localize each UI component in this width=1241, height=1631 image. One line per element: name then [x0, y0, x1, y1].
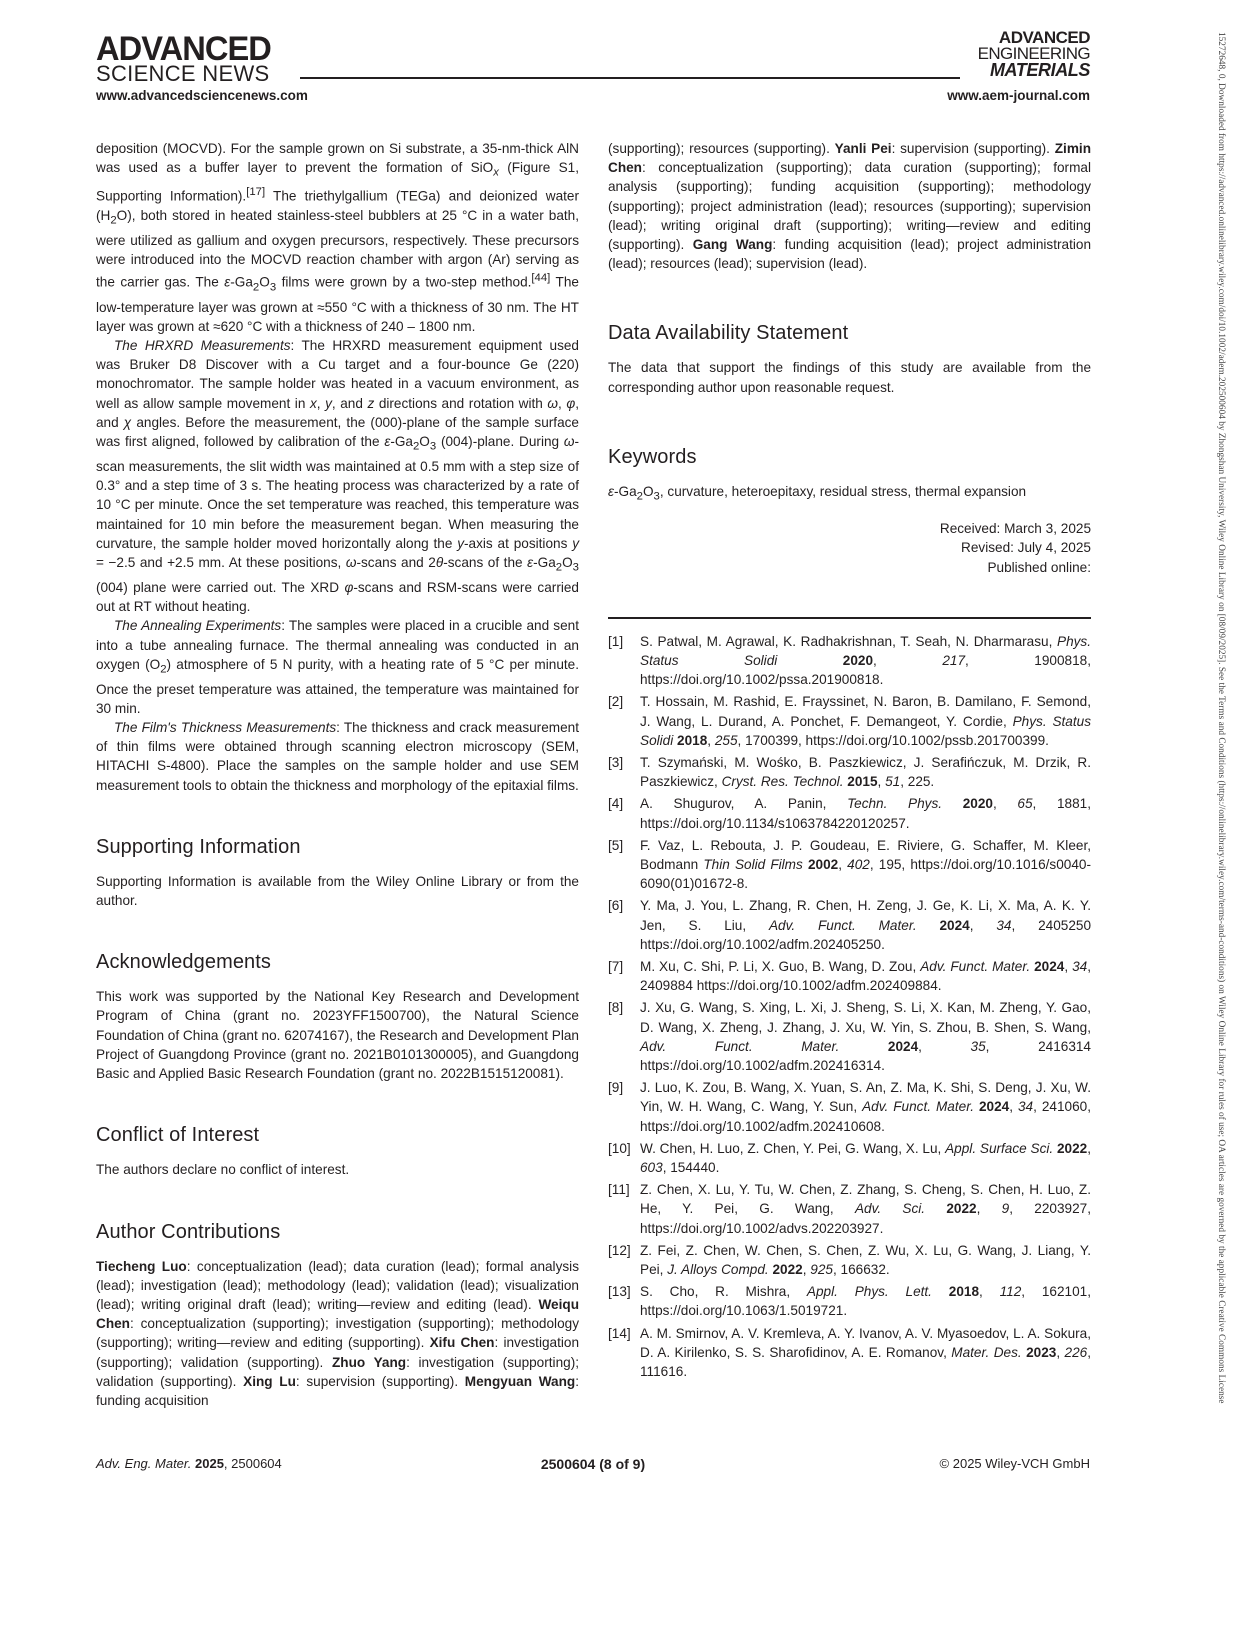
contribution-roles: : conceptualization (supporting); data curation (supporting); formal analysis (supporting); funding acquisition (supporting); methodology (supporting); project administration (lead); resources (supporting); supervision (lead); writing original draft (supporting); writing—review and editing (supporting). [608, 160, 1091, 253]
reference-item [608, 957, 1091, 995]
author-name: Tiecheng Luo [96, 1258, 187, 1274]
contribution-roles: (supporting); resources (supporting). [608, 141, 835, 156]
annealing-text: : The samples were placed in a crucible and sent into a tube annealing furnace. The thermal annealing was conducted in an oxygen $(O_2)$ atmosphere of 5 N purity, with a heating rate of 5 °C per minute. Once the preset temperature was attained, the temperature was maintained for 30 min. [96, 618, 580, 716]
reference-item [608, 1078, 1091, 1136]
published-online-date: Published online: [987, 559, 1091, 575]
author-name: Xifu Chen [429, 1335, 495, 1351]
heading-keywords: Keywords [608, 445, 697, 468]
keywords-text: $\varepsilon-Ga_2O_3$, curvature, heteroepitaxy, residual stress, thermal expansion [608, 483, 1027, 503]
side-note-text: 15272648, 0, Downloaded from https://advanced.onlinelibrary.wiley.com/doi/10.1002/adem.202500604 by Zhongshan University, Wiley Online Library on [08/09/2025]. See the Terms and Conditions (https://onlinelibrary.wiley.com/terms-and-conditions) on Wiley Online Library for rules of use; OA articles are governed by the applicable Creative Commons License [1216, 32, 1226, 1404]
heading-author-contributions: Author Contributions [96, 1220, 281, 1243]
reference-number: [4] [608, 796, 624, 812]
author-contributions-text [96, 1257, 579, 1411]
reference-number: [8] [608, 1000, 624, 1016]
contribution-roles: : investigation (supporting); validation (supporting). [96, 1354, 579, 1389]
page-header [0, 0, 1241, 120]
reference-list [608, 632, 1091, 1382]
reference-number: [5] [608, 837, 624, 853]
logo-right-line1: ADVANCED [998, 28, 1090, 47]
annealing-subhead: The Annealing Experiments [114, 618, 282, 634]
contribution-roles: : investigation (supporting); validation (supporting). [96, 1335, 580, 1370]
supporting-information-text: Supporting Information is available from the Wiley Online Library or from the author. [96, 873, 579, 909]
reference-text[interactable]: Y. Ma, J. You, L. Zhang, R. Chen, H. Zeng, J. Ge, K. Li, X. Ma, A. K. Y. Jen, S. Liu, Adv. Funct. Mater. 2024, 34, 2405250 https://doi.org/10.1002/adfm.202405250. [640, 898, 1092, 952]
author-name: Xing Lu [243, 1373, 296, 1389]
contribution-roles: : conceptualization (lead); data curation (lead); formal analysis (lead); investigation (lead); methodology (lead); validation (lead); visualization (lead); writing original draft (lead); writing—review and editing (lead). [96, 1258, 579, 1312]
reference-number: [1] [608, 633, 624, 649]
heading-data-availability: Data Availability Statement [608, 322, 849, 345]
reference-number: [2] [608, 694, 624, 710]
reference-item [608, 836, 1091, 894]
reference-number: [9] [608, 1080, 624, 1096]
data-availability-text: The data that support the findings of this study are available from the corresponding author upon reasonable request. [608, 360, 1091, 395]
reference-number: [11] [608, 1182, 630, 1198]
reference-item [608, 1282, 1091, 1320]
footer-copyright: © 2025 Wiley-VCH GmbH [939, 1456, 1090, 1471]
author-contributions-continued [608, 139, 1091, 273]
thickness-subhead: The Film's Thickness Measurements [114, 720, 337, 736]
reference-number: [6] [608, 898, 624, 914]
logo-right-line2: ENGINEERING [977, 44, 1090, 63]
reference-text[interactable]: W. Chen, H. Luo, Z. Chen, Y. Pei, G. Wang, X. Lu, Appl. Surface Sci. 2022, 603, 154440. [640, 1140, 1092, 1176]
reference-item [608, 794, 1091, 832]
hrxrd-subhead: The HRXRD Measurements [114, 338, 291, 354]
contribution-roles: : conceptualization (supporting); investigation (supporting); methodology (supporting); writing—review and editing (supporting). [96, 1316, 579, 1351]
download-side-note [1212, 32, 1226, 1592]
contribution-roles: : supervision (supporting). [891, 141, 1055, 156]
author-name: Zhuo Yang [331, 1354, 407, 1370]
logo-left-line2: SCIENCE NEWS [96, 61, 270, 86]
right-column [608, 139, 1091, 1384]
reference-item [608, 692, 1091, 750]
reference-text[interactable]: A. Shugurov, A. Panin, Techn. Phys. 2020, 65, 1881, https://doi.org/10.1134/s1063784220120257. [640, 796, 1091, 831]
acknowledgements-text: This work was supported by the National Key Research and Development Program of China (grant no. 2023YFF1500700), the Natural Science Foundation of China (grant no. 62074167), the Research and Development Plan Project of Guangdong Province (grant no. 2021B0101300005), and Guangdong Basic and Applied Basic Research Foundation (grant no. 2022B1515120081). [96, 989, 579, 1082]
logo-left-line1: ADVANCED [96, 30, 271, 68]
logo-right-line3: MATERIALS [989, 60, 1090, 80]
contribution-roles: : funding acquisition (lead); project administration (lead); resources (lead); supervision (lead). [608, 237, 1092, 272]
reference-text[interactable]: S. Cho, R. Mishra, Appl. Phys. Lett. 2018, 112, 162101, https://doi.org/10.1063/1.5019721. [640, 1284, 1091, 1319]
reference-text[interactable]: Z. Chen, X. Lu, Y. Tu, W. Chen, Z. Zhang, S. Cheng, S. Chen, H. Luo, Z. He, Y. Pei, G. Wang, Adv. Sci. 2022, 9, 2203927, https://doi.org/10.1002/advs.202203927. [640, 1182, 1091, 1236]
reference-item [608, 1241, 1091, 1279]
reference-text[interactable]: S. Patwal, M. Agrawal, K. Radhakrishnan, T. Seah, N. Dharmarasu, Phys. Status Solidi 2020, 217, 1900818, https://doi.org/10.1002/pssa.201900818. [640, 633, 1091, 688]
author-name: Zimin Chen [608, 141, 1091, 176]
header-divider [300, 77, 960, 79]
author-name: Yanli Pei [834, 141, 892, 156]
methods-paragraph-hrxrd [96, 336, 579, 616]
reference-text[interactable]: A. M. Smirnov, A. V. Kremleva, A. Y. Ivanov, A. V. Myasoedov, L. A. Sokura, D. A. Kirilenko, S. S. Sharofidinov, A. E. Romanov, Mater. Des. 2023, 226, 111616. [640, 1325, 1091, 1380]
journal-url-link[interactable]: www.aem-journal.com [947, 88, 1090, 103]
reference-text[interactable]: T. Hossain, M. Rashid, E. Frayssinet, N. Baron, B. Damilano, F. Semond, J. Wang, L. Durand, A. Ponchet, F. Demangeot, Y. Cordie, Phys. Status Solidi 2018, 255, 1700399, https://doi.org/10.1002/pssb.201700399. [640, 694, 1091, 748]
advanced-engineering-materials-logo[interactable] [963, 30, 1090, 79]
heading-conflict-of-interest: Conflict of Interest [96, 1124, 260, 1147]
conflict-text: The authors declare no conflict of interest. [96, 1162, 350, 1178]
reference-item [608, 1180, 1091, 1238]
reference-number: [10] [608, 1140, 631, 1156]
methods-paragraph-mocvd: deposition (MOCVD). For the sample grown on Si substrate, a 35-nm-thick AlN was used as a buffer layer to prevent the formation of SiO$_x$ (Figure S1, Supporting Information).[17] The triethylgallium (TEGa) and deionized water $(H_2O)$, both stored in heated stainless-steel bubblers at 25 °C in a water bath, were utilized as gallium and oxygen precursors, respectively. These precursors were introduced into the MOCVD reaction chamber with argon (Ar) serving as the carrier gas. The $\varepsilon-Ga_2O_3$ films were grown by a two-step method.[44] The low-temperature layer was grown at ≈550 °C with a thickness of 30 nm. The HT layer was grown at ≈620 °C with a thickness of 240 – 1800 nm. [96, 141, 579, 334]
reference-number: [3] [608, 754, 624, 770]
reference-item [608, 1139, 1091, 1177]
heading-supporting-information: Supporting Information [96, 835, 301, 858]
reference-number: [13] [608, 1284, 631, 1300]
reference-number: [12] [608, 1242, 631, 1258]
advanced-science-news-logo[interactable] [96, 30, 278, 86]
contribution-roles: : funding acquisition [96, 1373, 579, 1408]
reference-text[interactable]: J. Xu, G. Wang, S. Xing, L. Xi, J. Sheng, S. Li, X. Kan, M. Zheng, Y. Gao, D. Wang, X. Zheng, J. Zhang, J. Xu, W. Yin, S. Zhou, B. Shen, S. Wang, Adv. Funct. Mater. 2024, 35, 2416314 https://doi.org/10.1002/adfm.202416314. [640, 1000, 1091, 1074]
reference-number: [14] [608, 1325, 631, 1341]
methods-paragraph-thickness [96, 718, 579, 795]
footer-citation: Adv. Eng. Mater. 2025, 2500604 [96, 1456, 282, 1471]
page-number: 2500604 (8 of 9) [540, 1456, 646, 1472]
reference-item [608, 1324, 1091, 1382]
reference-item [608, 998, 1091, 1075]
reference-item [608, 632, 1091, 690]
received-date: Received: March 3, 2025 [939, 520, 1091, 536]
reference-text[interactable]: M. Xu, C. Shi, P. Li, X. Guo, B. Wang, D. Zou, Adv. Funct. Mater. 2024, 34, 2409884 https://doi.org/10.1002/adfm.202409884. [640, 959, 1091, 994]
reference-item [608, 896, 1091, 954]
reference-text[interactable]: J. Luo, K. Zou, B. Wang, X. Yuan, S. An, Z. Ma, K. Shi, S. Deng, J. Xu, W. Yin, W. H. Wang, C. Wang, Y. Sun, Adv. Funct. Mater. 2024, 34, 241060, https://doi.org/10.1002/adfm.202410608. [640, 1080, 1091, 1134]
thickness-text: : The thickness and crack measurement of thin films were obtained through scanning electron microscopy (SEM, HITACHI S-4800). Place the samples on the sample holder and use SEM measurement tools to obtain the thickness and morphology of the epitaxial films. [96, 720, 579, 793]
heading-acknowledgements: Acknowledgements [96, 951, 272, 974]
revised-date: Revised: July 4, 2025 [961, 540, 1091, 556]
author-name: Weiqu Chen [96, 1296, 579, 1332]
hrxrd-text: : The HRXRD measurement equipment used was Bruker D8 Discover with a Cu target and a four-bounce Ge (220) monochromator. The sample holder was heated in a vacuum environment, as well as allow sample movement in x, y, and z directions and rotation with ω, φ, and χ angles. Before the measurement, the (000)-plane of the sample surface was first aligned, followed by calibration of the $\varepsilon-Ga_2O_3$ (004)-plane. During ω-scan measurements, the slit width was maintained at 0.5 mm with a step size of 0.3° and a step time of 3 s. The heating process was characterized by a rate of 10 °C per minute. Once the set temperature was reached, this temperature was maintained for 10 min before the measurement began. When measuring the curvature, the sample holder moved horizontally along the y-axis at positions y = −2.5 and +2.5 mm. At these positions, ω-scans and 2θ-scans of the $\varepsilon-Ga_2O_3$ (004) plane were carried out. The XRD φ-scans and RSM-scans were carried out at RT without heating. [96, 338, 580, 615]
publisher-url-link[interactable]: www.advancedsciencenews.com [96, 88, 308, 103]
reference-text[interactable]: Z. Fei, Z. Chen, W. Chen, S. Chen, Z. Wu, X. Lu, G. Wang, J. Liang, Y. Pei, J. Alloys Compd. 2022, 925, 166632. [640, 1242, 1091, 1278]
author-name: Gang Wang [692, 237, 773, 253]
methods-paragraph-annealing [96, 616, 579, 718]
contribution-roles: : supervision (supporting). [295, 1373, 465, 1389]
reference-item [608, 753, 1091, 791]
reference-number: [7] [608, 959, 624, 974]
left-column [96, 139, 579, 1410]
author-name: Mengyuan Wang [464, 1373, 576, 1389]
references-divider [608, 617, 1091, 619]
reference-text[interactable]: F. Vaz, L. Rebouta, J. P. Goudeau, E. Riviere, G. Schaffer, M. Kleer, Bodmann Thin Solid Films 2002, 402, 195, https://doi.org/10.1016/s0040-6090(01)01672-8. [640, 837, 1091, 892]
reference-text[interactable]: T. Szymański, M. Wośko, B. Paszkiewicz, J. Serafińczuk, M. Drzik, R. Paszkiewicz, Cryst. Res. Technol. 2015, 51, 225. [640, 754, 1091, 790]
publication-dates [608, 519, 1091, 578]
